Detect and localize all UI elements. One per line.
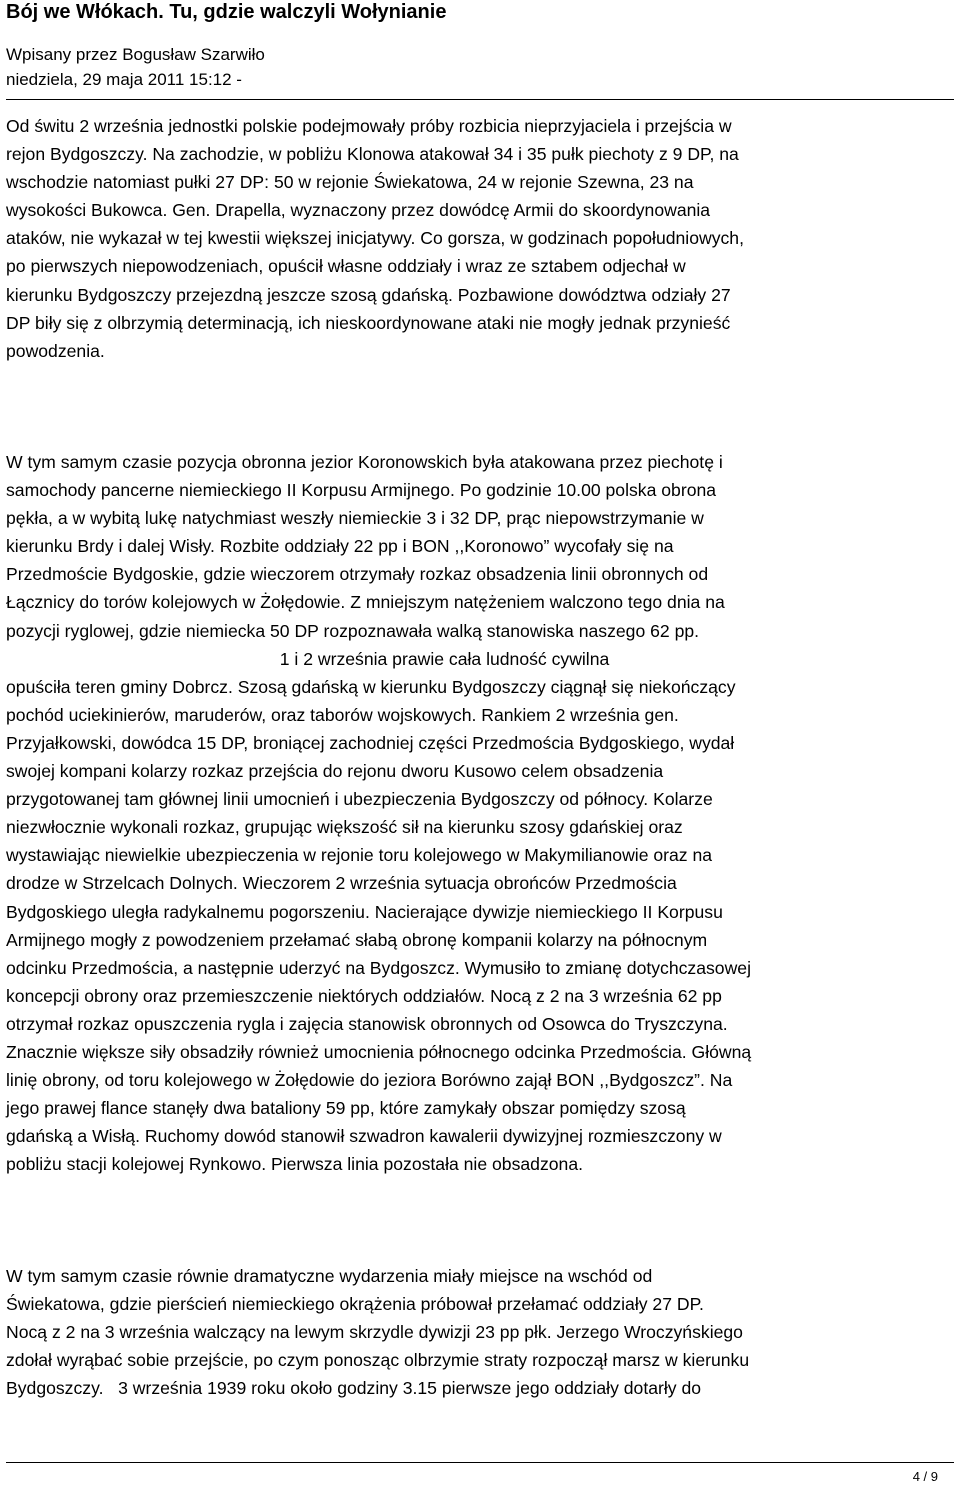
text-line: 1 i 2 września prawie cała ludność cywilna: [6, 648, 610, 669]
text-line: drodze w Strzelcach Dolnych. Wieczorem 2 września sytuacja obrońców Przedmościa: [6, 873, 677, 894]
text-line: Świekatowa, gdzie pierścień niemieckiego okrążenia próbował przełamać oddziały 27 DP.: [6, 1294, 704, 1315]
text-line: pozycji ryglowej, gdzie niemiecka 50 DP rozpoznawała walką stanowiska naszego 62 pp.: [6, 620, 700, 641]
text-line: Bydgoskiego uległa radykalnemu pogorszeniu. Nacierające dywizje niemieckiego II Korpusu: [6, 901, 723, 922]
paragraph-3: [6, 1262, 956, 1402]
text-line: wschodzie natomiast pułki 27 DP: 50 w rejonie Świekatowa, 24 w rejonie Szewna, 23 na: [6, 172, 694, 193]
paragraph-1: [6, 112, 956, 365]
text-line: swojej kompani kolarzy rozkaz przejścia do rejonu dworu Kusowo celem obsadzenia: [6, 761, 664, 782]
text-line: koncepcji obrony oraz przemieszczenie niektórych oddziałów. Nocą z 2 na 3 września 62 pp: [6, 985, 722, 1006]
text-line: Przedmoście Bydgoskie, gdzie wieczorem otrzymały rozkaz obsadzenia linii obronnych od: [6, 564, 709, 585]
article-title: Bój we Włókach. Tu, gdzie walczyli Wołynianie: [6, 1, 447, 23]
text-line: wysokości Bukowca. Gen. Drapella, wyznaczony przez dowódcę Armii do skoordynowania: [6, 200, 711, 221]
footer-divider: [6, 1462, 954, 1463]
text-line: Bydgoszczy. 3 września 1939 roku około godziny 3.15 pierwsze jego oddziały dotarły do: [6, 1378, 702, 1399]
text-line: rejon Bydgoszczy. Na zachodzie, w pobliżu Klonowa atakował 34 i 35 pułk piechoty z 9 DP, na: [6, 144, 739, 165]
header-divider: [6, 99, 954, 100]
text-line: Łącznicy do torów kolejowych w Żołędowie. Z mniejszym natężeniem walczono tego dnia na: [6, 592, 725, 613]
text-line: niezwłocznie wykonali rozkaz, grupując większość sił na kierunku szosy gdańskiej oraz: [6, 817, 683, 838]
text-line: wystawiając niewielkie ubezpieczenia w rejonie toru kolejowego w Makymilianowie oraz na: [6, 845, 713, 866]
text-line: kierunku Brdy i dalej Wisły. Rozbite oddziały 22 pp i BON ,,Koronowo” wycofały się na: [6, 536, 674, 557]
text-line: kierunku Bydgoszczy przejezdną jeszcze szosą gdańską. Pozbawione dowództwa odziały 27: [6, 284, 731, 305]
article-date: niedziela, 29 maja 2011 15:12 -: [6, 70, 242, 89]
text-line: W tym samym czasie pozycja obronna jezior Koronowskich była atakowana przez piechotę i: [6, 452, 723, 472]
text-line: samochody pancerne niemieckiego II Korpusu Armijnego. Po godzinie 10.00 polska obrona: [6, 480, 717, 501]
text-line: pobliżu stacji kolejowej Rynkowo. Pierwsza linia pozostała nie obsadzona.: [6, 1154, 583, 1175]
text-line: odcinku Przedmościa, a następnie uderzyć na Bydgoszcz. Wymusiło to zmianę dotychczasowej: [6, 957, 751, 978]
text-line: Armijnego mogły z powodzeniem przełamać słabą obronę kompanii kolarzy na północnym: [6, 929, 708, 950]
text-line: ataków, nie wykazał w tej kwestii większej inicjatywy. Co gorsza, w godzinach popołudniowych,: [6, 228, 744, 249]
text-line: pochód uciekinierów, maruderów, oraz taborów wojskowych. Rankiem 2 września gen.: [6, 704, 679, 725]
text-line: opuściła teren gminy Dobrcz. Szosą gdańską w kierunku Bydgoszczy ciągnął się niekończący: [6, 676, 736, 697]
text-line: przygotowanej tam głównej linii umocnień i ubezpieczenia Bydgoszczy od północy. Kolarze: [6, 789, 713, 810]
text-line: pękła, a w wybitą lukę natychmiast weszły niemieckie 3 i 32 DP, prąc niepowstrzymanie w: [6, 508, 704, 529]
text-line: zdołał wyrąbać sobie przejście, po czym ponosząc olbrzymie straty rozpoczął marsz w kierunku: [6, 1350, 750, 1371]
text-line: Nocą z 2 na 3 września walczący na lewym skrzydle dywizji 23 pp płk. Jerzego Wroczyńskiego: [6, 1322, 743, 1343]
text-line: powodzenia.: [6, 340, 105, 361]
text-line: Od świtu 2 września jednostki polskie podejmowały próby rozbicia nieprzyjaciela i przejścia w: [6, 116, 732, 136]
text-line: DP biły się z olbrzymią determinacją, ich nieskoordynowane ataki nie mogły jednak przynieść: [6, 312, 731, 333]
text-line: W tym samym czasie równie dramatyczne wydarzenia miały miejsce na wschód od: [6, 1266, 653, 1286]
text-line: po pierwszych niepowodzeniach, opuścił własne oddziały i wraz ze sztabem odjechał w: [6, 256, 686, 277]
text-line: jego prawej flance stanęły dwa bataliony 59 pp, które zamykały obszar pomiędzy szosą: [6, 1098, 686, 1119]
text-line: Znacznie większe siły obsadziły również umocnienia północnego odcinka Przedmościa. Główną: [6, 1041, 752, 1062]
page-number: 4 / 9: [912, 1469, 938, 1484]
text-line: linię obrony, od toru kolejowego w Żołędowie do jeziora Borówno zajął BON ,,Bydgoszcz”. Na: [6, 1070, 733, 1091]
text-line: otrzymał rozkaz opuszczenia rygla i zajęcia stanowisk obronnych od Osowca do Tryszczyna.: [6, 1013, 728, 1034]
text-line: Przyjałkowski, dowódca 15 DP, broniącej zachodniej części Przedmościa Bydgoskiego, wydał: [6, 732, 735, 753]
article-author: Wpisany przez Bogusław Szarwiło: [6, 45, 265, 64]
paragraph-2: [6, 448, 956, 1178]
text-line: gdańską a Wisłą. Ruchomy dowód stanowił szwadron kawalerii dywizyjnej rozmieszczony w: [6, 1126, 722, 1147]
